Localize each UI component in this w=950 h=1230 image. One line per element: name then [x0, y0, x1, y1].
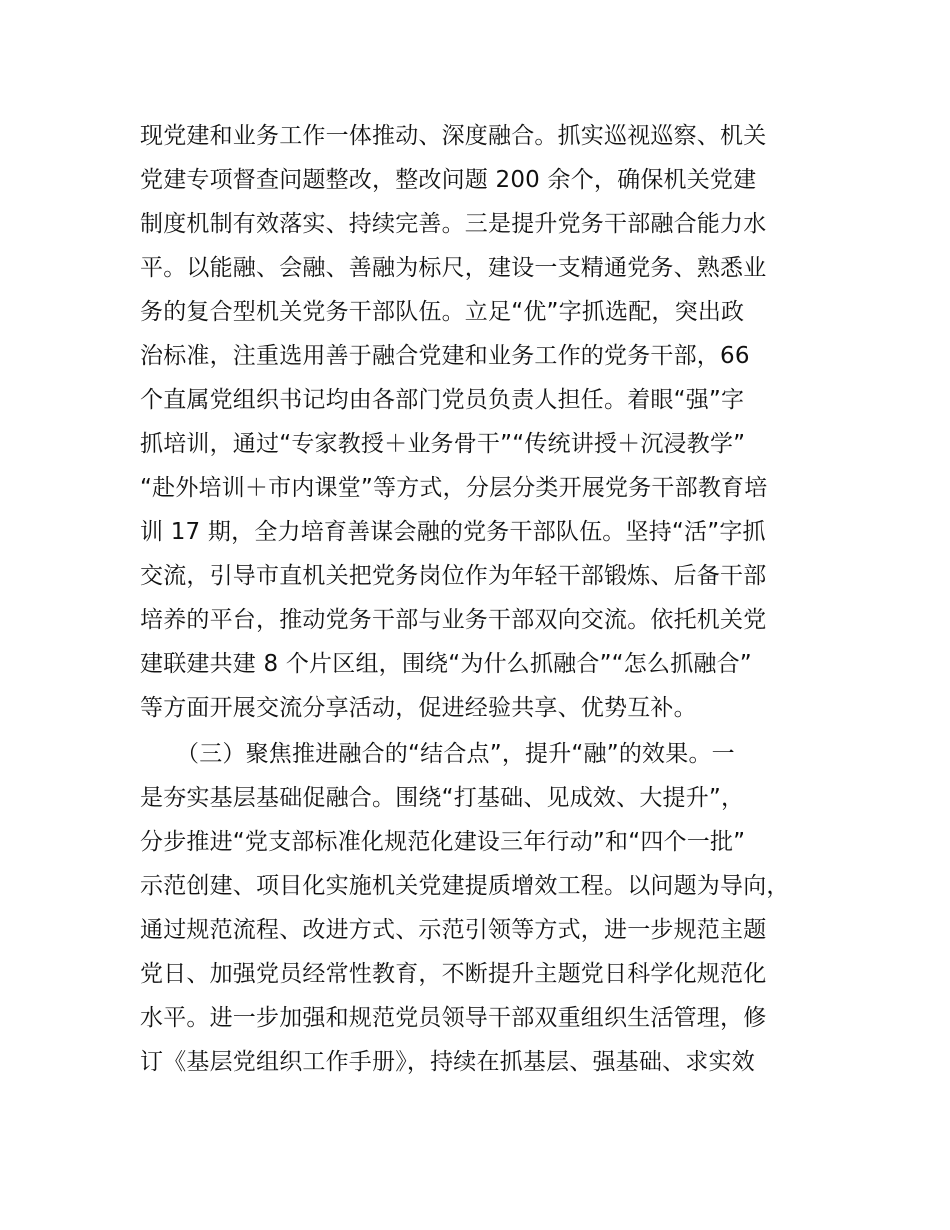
paragraph-2-line-3: 分步推进“党支部标准化规范化建设三年行动”和“四个一批”	[140, 829, 746, 855]
paragraph-1-line-14: 等方面开展交流分享活动，促进经验共享、优势互补。	[140, 695, 697, 721]
paragraph-2-line-5: 通过规范流程、改进方式、示范引领等方式，进一步规范主题	[140, 917, 767, 943]
paragraph-2-line-6: 党日、加强党员经常性教育，不断提升主题党日科学化规范化	[140, 961, 767, 987]
paragraph-1-line-2: 党建专项督查问题整改，整改问题 200 余个，确保机关党建	[140, 167, 757, 193]
paragraph-1-line-9: “赴外培训＋市内课堂”等方式，分层分类开展党务干部教育培	[140, 475, 768, 501]
paragraph-1-line-6: 治标准，注重选用善于融合党建和业务工作的党务干部，66	[140, 343, 750, 369]
paragraph-1-line-4: 平。以能融、会融、善融为标尺，建设一支精通党务、熟悉业	[140, 255, 767, 281]
paragraph-2-line-2: 是夯实基层基础促融合。围绕“打基础、见成效、大提升”，	[140, 785, 745, 811]
paragraph-1-line-3: 制度机制有效落实、持续完善。三是提升党务干部融合能力水	[140, 211, 767, 237]
paragraph-2-line-4: 示范创建、项目化实施机关党建提质增效工程。以问题为导向，	[140, 873, 790, 899]
paragraph-2-line-1: （三）聚焦推进融合的“结合点”，提升“融”的效果。一	[176, 741, 735, 767]
paragraph-2-line-7: 水平。进一步加强和规范党员领导干部双重组织生活管理，修	[140, 1005, 767, 1031]
body-text	[140, 114, 840, 1084]
paragraph-2-line-8: 订《基层党组织工作手册》，持续在抓基层、强基础、求实效	[140, 1049, 755, 1075]
paragraph-1-line-8: 抓培训，通过“专家教授＋业务骨干”“传统讲授＋沉浸教学”	[140, 431, 746, 457]
paragraph-1-line-5: 务的复合型机关党务干部队伍。立足“优”字抓选配，突出政	[140, 299, 745, 325]
paragraph-1-line-7: 个直属党组织书记均由各部门党员负责人担任。着眼“强”字	[140, 387, 745, 413]
paragraph-1-line-1: 现党建和业务工作一体推动、深度融合。抓实巡视巡察、机关	[140, 123, 767, 149]
paragraph-1-line-12: 培养的平台，推动党务干部与业务干部双向交流。依托机关党	[140, 607, 767, 633]
paragraph-1-line-10: 训 17 期，全力培育善谋会融的党务干部队伍。坚持“活”字抓	[140, 519, 766, 545]
paragraph-1-line-13: 建联建共建 8 个片区组，围绕“为什么抓融合”“怎么抓融合”	[140, 651, 752, 677]
paragraph-1-line-11: 交流，引导市直机关把党务岗位作为年轻干部锻炼、后备干部	[140, 563, 767, 589]
